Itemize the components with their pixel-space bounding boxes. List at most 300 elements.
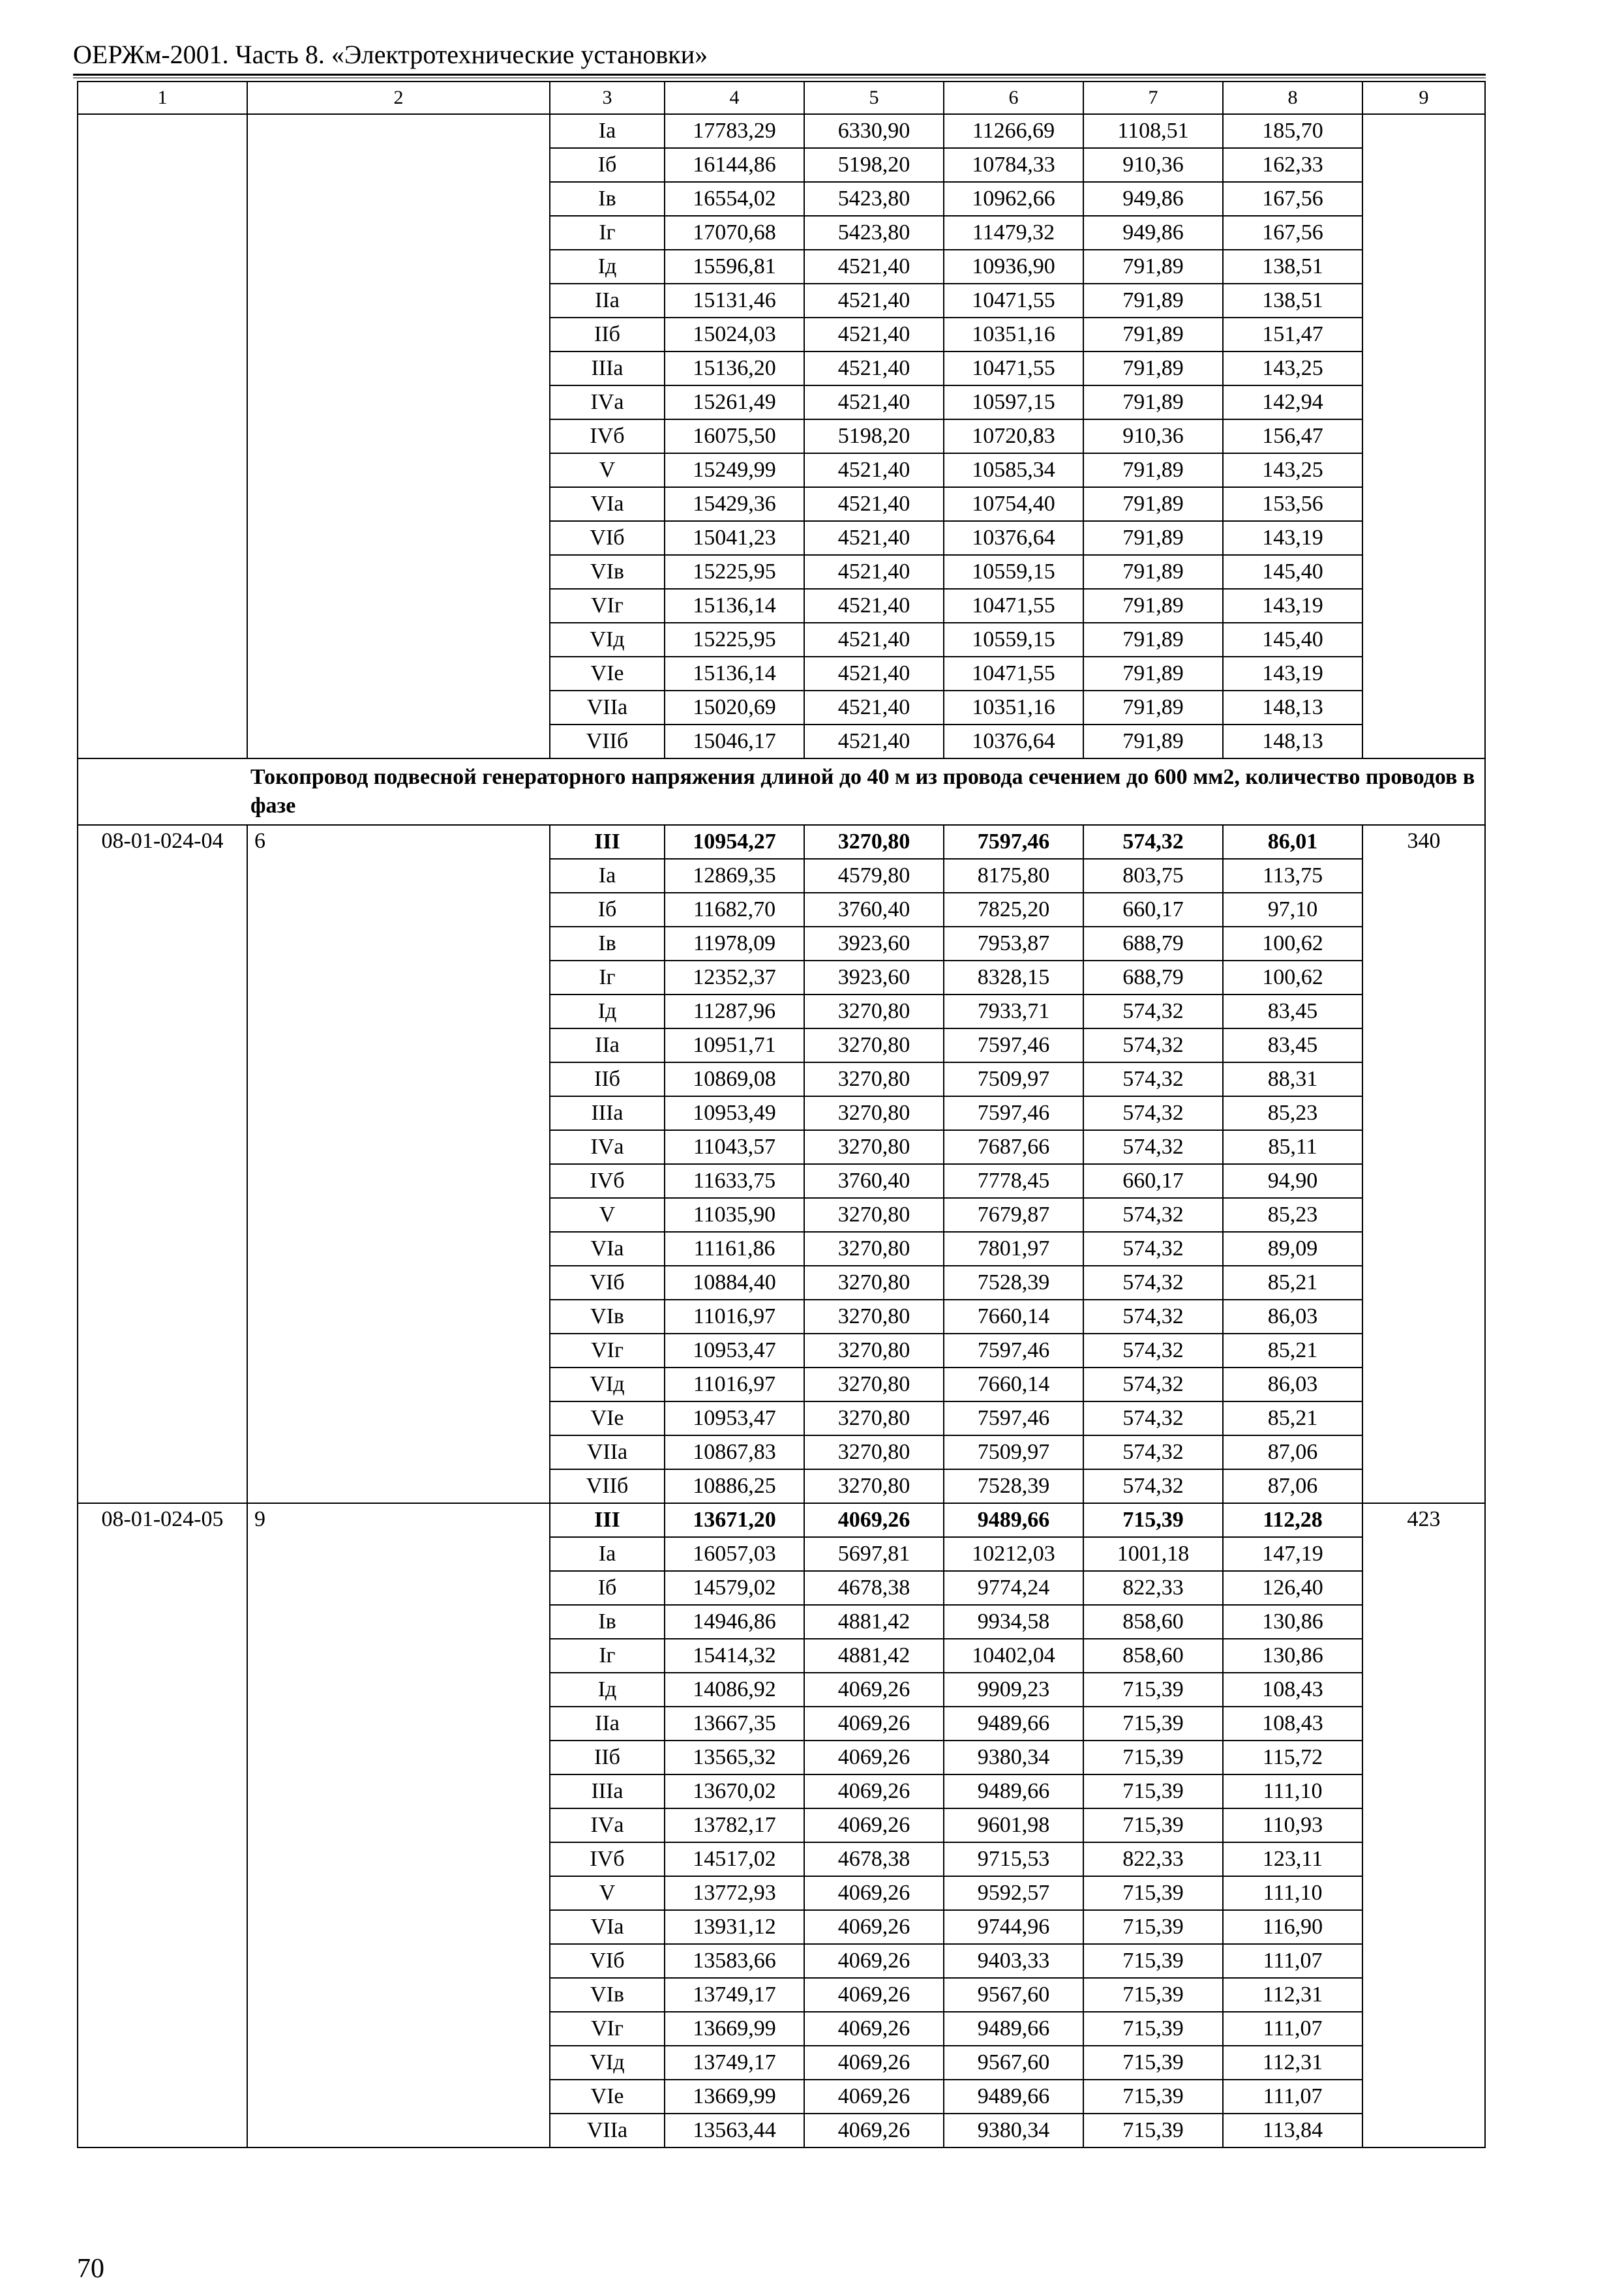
category-cell: VIIа: [550, 1435, 665, 1469]
page-header: ОЕРЖм-2001. Часть 8. «Электротехнические установки»: [73, 40, 708, 69]
value-cell: 660,17: [1083, 1164, 1223, 1198]
table-row: [78, 114, 1485, 148]
category-cell: VIв: [550, 555, 665, 589]
category-cell: VIIб: [550, 725, 665, 758]
value-cell: 9601,98: [944, 1808, 1083, 1842]
value-cell: 791,89: [1083, 691, 1223, 725]
value-cell: 574,32: [1083, 1062, 1223, 1096]
value-cell: 10886,25: [665, 1469, 804, 1503]
value-cell: 126,40: [1223, 1571, 1362, 1605]
item-code-cell: 08-01-024-05: [78, 1503, 247, 2147]
category-cell: VIд: [550, 1368, 665, 1401]
value-cell: 574,32: [1083, 1198, 1223, 1232]
category-cell: Iг: [550, 216, 665, 250]
value-cell: 15429,36: [665, 487, 804, 521]
value-cell: 10559,15: [944, 623, 1083, 657]
value-cell: 15225,95: [665, 623, 804, 657]
value-cell: 4069,26: [804, 2046, 944, 2080]
value-cell: 4521,40: [804, 691, 944, 725]
category-cell: VIе: [550, 1401, 665, 1435]
value-cell: 13749,17: [665, 2046, 804, 2080]
value-cell: 7679,87: [944, 1198, 1083, 1232]
value-cell: 13772,93: [665, 1876, 804, 1910]
value-cell: 10597,15: [944, 385, 1083, 419]
value-cell: 660,17: [1083, 893, 1223, 927]
value-cell: 100,62: [1223, 961, 1362, 995]
value-cell: 3270,80: [804, 1096, 944, 1130]
value-cell: 11035,90: [665, 1198, 804, 1232]
value-cell: 4069,26: [804, 2114, 944, 2147]
value-cell: 574,32: [1083, 1435, 1223, 1469]
value-cell: 167,56: [1223, 216, 1362, 250]
value-cell: 17783,29: [665, 114, 804, 148]
value-cell: 7953,87: [944, 927, 1083, 961]
value-cell: 715,39: [1083, 2114, 1223, 2147]
value-cell: 130,86: [1223, 1639, 1362, 1673]
value-cell: 111,10: [1223, 1774, 1362, 1808]
category-cell: IIб: [550, 1741, 665, 1774]
col9-cell: 423: [1362, 1503, 1485, 2147]
category-cell: IIа: [550, 1707, 665, 1741]
value-cell: 715,39: [1083, 1673, 1223, 1707]
value-cell: 9380,34: [944, 1741, 1083, 1774]
value-cell: 9489,66: [944, 2080, 1083, 2114]
value-cell: 1001,18: [1083, 1537, 1223, 1571]
value-cell: 7778,45: [944, 1164, 1083, 1198]
column-number: 6: [944, 82, 1083, 114]
value-cell: 574,32: [1083, 1232, 1223, 1266]
category-cell: VIIа: [550, 691, 665, 725]
category-cell: IVб: [550, 1164, 665, 1198]
value-cell: 715,39: [1083, 1808, 1223, 1842]
value-cell: 5697,81: [804, 1537, 944, 1571]
unit-cell: [247, 114, 550, 758]
value-cell: 715,39: [1083, 1741, 1223, 1774]
value-cell: 791,89: [1083, 589, 1223, 623]
value-cell: 3270,80: [804, 1028, 944, 1062]
category-cell: Iв: [550, 182, 665, 216]
category-cell: VIа: [550, 487, 665, 521]
value-cell: 16144,86: [665, 148, 804, 182]
value-cell: 9592,57: [944, 1876, 1083, 1910]
value-cell: 143,25: [1223, 453, 1362, 487]
category-cell: Iв: [550, 927, 665, 961]
value-cell: 7597,46: [944, 825, 1083, 859]
category-cell: IVб: [550, 1842, 665, 1876]
value-cell: 10953,47: [665, 1334, 804, 1368]
value-cell: 574,32: [1083, 1130, 1223, 1164]
value-cell: 574,32: [1083, 1334, 1223, 1368]
value-cell: 574,32: [1083, 995, 1223, 1028]
value-cell: 10951,71: [665, 1028, 804, 1062]
value-cell: 7509,97: [944, 1435, 1083, 1469]
value-cell: 9489,66: [944, 1503, 1083, 1537]
col9-cell: [1362, 114, 1485, 758]
value-cell: 10962,66: [944, 182, 1083, 216]
table-body: [78, 82, 1485, 2147]
value-cell: 10869,08: [665, 1062, 804, 1096]
value-cell: 7528,39: [944, 1469, 1083, 1503]
unit-cell: 6: [247, 825, 550, 1503]
value-cell: 143,25: [1223, 352, 1362, 385]
value-cell: 85,21: [1223, 1401, 1362, 1435]
value-cell: 10376,64: [944, 521, 1083, 555]
value-cell: 156,47: [1223, 419, 1362, 453]
value-cell: 574,32: [1083, 1096, 1223, 1130]
value-cell: 112,31: [1223, 1978, 1362, 2012]
value-cell: 130,86: [1223, 1605, 1362, 1639]
value-cell: 791,89: [1083, 555, 1223, 589]
category-cell: III: [550, 825, 665, 859]
value-cell: 11682,70: [665, 893, 804, 927]
value-cell: 10954,27: [665, 825, 804, 859]
value-cell: 4521,40: [804, 555, 944, 589]
value-cell: 574,32: [1083, 1028, 1223, 1062]
value-cell: 858,60: [1083, 1605, 1223, 1639]
category-cell: VIг: [550, 589, 665, 623]
value-cell: 111,07: [1223, 1944, 1362, 1978]
value-cell: 4069,26: [804, 1944, 944, 1978]
value-cell: 9774,24: [944, 1571, 1083, 1605]
value-cell: 791,89: [1083, 250, 1223, 284]
table-row: [78, 825, 1485, 859]
value-cell: 9489,66: [944, 2012, 1083, 2046]
value-cell: 10953,47: [665, 1401, 804, 1435]
value-cell: 13669,99: [665, 2012, 804, 2046]
value-cell: 4521,40: [804, 521, 944, 555]
item-code-cell: [78, 114, 247, 758]
value-cell: 15249,99: [665, 453, 804, 487]
value-cell: 3923,60: [804, 927, 944, 961]
value-cell: 4069,26: [804, 1503, 944, 1537]
category-cell: VIб: [550, 1266, 665, 1300]
value-cell: 791,89: [1083, 657, 1223, 691]
value-cell: 4521,40: [804, 657, 944, 691]
page-number: 70: [77, 2254, 104, 2284]
value-cell: 949,86: [1083, 216, 1223, 250]
category-cell: IVб: [550, 419, 665, 453]
category-cell: IIIа: [550, 1096, 665, 1130]
value-cell: 8328,15: [944, 961, 1083, 995]
value-cell: 4521,40: [804, 284, 944, 318]
category-cell: IVа: [550, 1808, 665, 1842]
value-cell: 94,90: [1223, 1164, 1362, 1198]
value-cell: 185,70: [1223, 114, 1362, 148]
value-cell: 791,89: [1083, 385, 1223, 419]
value-cell: 4881,42: [804, 1639, 944, 1673]
value-cell: 162,33: [1223, 148, 1362, 182]
value-cell: 7660,14: [944, 1368, 1083, 1401]
value-cell: 9489,66: [944, 1774, 1083, 1808]
value-cell: 6330,90: [804, 114, 944, 148]
category-cell: Iг: [550, 961, 665, 995]
category-cell: IIа: [550, 1028, 665, 1062]
value-cell: 3270,80: [804, 1198, 944, 1232]
value-cell: 4521,40: [804, 487, 944, 521]
value-cell: 85,23: [1223, 1096, 1362, 1130]
value-cell: 3270,80: [804, 1130, 944, 1164]
value-cell: 11016,97: [665, 1368, 804, 1401]
value-cell: 10784,33: [944, 148, 1083, 182]
value-cell: 4069,26: [804, 1808, 944, 1842]
value-cell: 15024,03: [665, 318, 804, 352]
value-cell: 9403,33: [944, 1944, 1083, 1978]
value-cell: 4579,80: [804, 859, 944, 893]
value-cell: 3270,80: [804, 825, 944, 859]
value-cell: 4069,26: [804, 1774, 944, 1808]
category-cell: Iб: [550, 148, 665, 182]
value-cell: 14517,02: [665, 1842, 804, 1876]
value-cell: 4069,26: [804, 1978, 944, 2012]
value-cell: 17070,68: [665, 216, 804, 250]
value-cell: 116,90: [1223, 1910, 1362, 1944]
value-cell: 97,10: [1223, 893, 1362, 927]
value-cell: 15596,81: [665, 250, 804, 284]
value-cell: 791,89: [1083, 453, 1223, 487]
value-cell: 13669,99: [665, 2080, 804, 2114]
value-cell: 11978,09: [665, 927, 804, 961]
value-cell: 10212,03: [944, 1537, 1083, 1571]
category-cell: Iа: [550, 859, 665, 893]
category-cell: V: [550, 453, 665, 487]
value-cell: 14946,86: [665, 1605, 804, 1639]
value-cell: 715,39: [1083, 1876, 1223, 1910]
value-cell: 145,40: [1223, 555, 1362, 589]
value-cell: 113,75: [1223, 859, 1362, 893]
header-rule: [73, 74, 1486, 76]
category-cell: VIIб: [550, 1469, 665, 1503]
value-cell: 15046,17: [665, 725, 804, 758]
column-number: 2: [247, 82, 550, 114]
value-cell: 12352,37: [665, 961, 804, 995]
value-cell: 86,01: [1223, 825, 1362, 859]
value-cell: 111,10: [1223, 1876, 1362, 1910]
value-cell: 3270,80: [804, 1232, 944, 1266]
value-cell: 715,39: [1083, 2046, 1223, 2080]
value-cell: 142,94: [1223, 385, 1362, 419]
value-cell: 111,07: [1223, 2012, 1362, 2046]
value-cell: 15261,49: [665, 385, 804, 419]
value-cell: 574,32: [1083, 1401, 1223, 1435]
value-cell: 115,72: [1223, 1741, 1362, 1774]
value-cell: 4069,26: [804, 1910, 944, 1944]
value-cell: 13565,32: [665, 1741, 804, 1774]
value-cell: 13749,17: [665, 1978, 804, 2012]
value-cell: 910,36: [1083, 148, 1223, 182]
value-cell: 9380,34: [944, 2114, 1083, 2147]
value-cell: 7597,46: [944, 1028, 1083, 1062]
category-cell: Iв: [550, 1605, 665, 1639]
value-cell: 4069,26: [804, 1741, 944, 1774]
value-cell: 13563,44: [665, 2114, 804, 2147]
value-cell: 10585,34: [944, 453, 1083, 487]
value-cell: 715,39: [1083, 1944, 1223, 1978]
value-cell: 791,89: [1083, 623, 1223, 657]
value-cell: 15041,23: [665, 521, 804, 555]
value-cell: 10471,55: [944, 284, 1083, 318]
value-cell: 1108,51: [1083, 114, 1223, 148]
category-cell: IVа: [550, 1130, 665, 1164]
unit-cell: 9: [247, 1503, 550, 2147]
value-cell: 715,39: [1083, 1910, 1223, 1944]
category-cell: V: [550, 1198, 665, 1232]
value-cell: 88,31: [1223, 1062, 1362, 1096]
value-cell: 4069,26: [804, 1707, 944, 1741]
value-cell: 5198,20: [804, 148, 944, 182]
category-cell: VIб: [550, 521, 665, 555]
value-cell: 83,45: [1223, 1028, 1362, 1062]
value-cell: 10936,90: [944, 250, 1083, 284]
category-cell: Iб: [550, 893, 665, 927]
value-cell: 4521,40: [804, 453, 944, 487]
value-cell: 4678,38: [804, 1842, 944, 1876]
value-cell: 3270,80: [804, 1266, 944, 1300]
value-cell: 4521,40: [804, 385, 944, 419]
category-cell: Iа: [550, 1537, 665, 1571]
value-cell: 10351,16: [944, 318, 1083, 352]
value-cell: 138,51: [1223, 250, 1362, 284]
value-cell: 4521,40: [804, 623, 944, 657]
value-cell: 7528,39: [944, 1266, 1083, 1300]
category-cell: IIIа: [550, 352, 665, 385]
value-cell: 14086,92: [665, 1673, 804, 1707]
category-cell: Iд: [550, 250, 665, 284]
value-cell: 5423,80: [804, 216, 944, 250]
value-cell: 11266,69: [944, 114, 1083, 148]
column-number: 5: [804, 82, 944, 114]
value-cell: 574,32: [1083, 825, 1223, 859]
value-cell: 4069,26: [804, 2012, 944, 2046]
value-cell: 85,23: [1223, 1198, 1362, 1232]
category-cell: VIд: [550, 2046, 665, 2080]
category-cell: V: [550, 1876, 665, 1910]
value-cell: 791,89: [1083, 284, 1223, 318]
value-cell: 9909,23: [944, 1673, 1083, 1707]
value-cell: 4069,26: [804, 1673, 944, 1707]
value-cell: 3270,80: [804, 1334, 944, 1368]
category-cell: IIа: [550, 284, 665, 318]
value-cell: 4521,40: [804, 250, 944, 284]
value-cell: 4069,26: [804, 1876, 944, 1910]
value-cell: 13670,02: [665, 1774, 804, 1808]
value-cell: 8175,80: [944, 859, 1083, 893]
value-cell: 574,32: [1083, 1300, 1223, 1334]
category-cell: VIг: [550, 2012, 665, 2046]
value-cell: 3270,80: [804, 1469, 944, 1503]
value-cell: 3270,80: [804, 1062, 944, 1096]
value-cell: 7825,20: [944, 893, 1083, 927]
value-cell: 7509,97: [944, 1062, 1083, 1096]
category-cell: VIIа: [550, 2114, 665, 2147]
col9-cell: 340: [1362, 825, 1485, 1503]
value-cell: 791,89: [1083, 318, 1223, 352]
category-cell: VIб: [550, 1944, 665, 1978]
category-cell: VIе: [550, 2080, 665, 2114]
value-cell: 9744,96: [944, 1910, 1083, 1944]
value-cell: 3270,80: [804, 1401, 944, 1435]
category-cell: III: [550, 1503, 665, 1537]
value-cell: 9567,60: [944, 2046, 1083, 2080]
value-cell: 715,39: [1083, 2012, 1223, 2046]
column-number: 8: [1223, 82, 1362, 114]
value-cell: 9934,58: [944, 1605, 1083, 1639]
value-cell: 3270,80: [804, 995, 944, 1028]
value-cell: 15136,14: [665, 657, 804, 691]
value-cell: 143,19: [1223, 657, 1362, 691]
value-cell: 112,28: [1223, 1503, 1362, 1537]
value-cell: 153,56: [1223, 487, 1362, 521]
value-cell: 10471,55: [944, 589, 1083, 623]
category-cell: Iд: [550, 1673, 665, 1707]
value-cell: 9715,53: [944, 1842, 1083, 1876]
value-cell: 13671,20: [665, 1503, 804, 1537]
value-cell: 143,19: [1223, 521, 1362, 555]
value-cell: 7597,46: [944, 1096, 1083, 1130]
category-cell: VIг: [550, 1334, 665, 1368]
value-cell: 110,93: [1223, 1808, 1362, 1842]
category-cell: Iг: [550, 1639, 665, 1673]
column-number: 4: [665, 82, 804, 114]
column-number: 7: [1083, 82, 1223, 114]
value-cell: 715,39: [1083, 1774, 1223, 1808]
value-cell: 89,09: [1223, 1232, 1362, 1266]
value-cell: 715,39: [1083, 1707, 1223, 1741]
category-cell: Iд: [550, 995, 665, 1028]
value-cell: 11287,96: [665, 995, 804, 1028]
value-cell: 16075,50: [665, 419, 804, 453]
value-cell: 7933,71: [944, 995, 1083, 1028]
value-cell: 3760,40: [804, 1164, 944, 1198]
value-cell: 112,31: [1223, 2046, 1362, 2080]
value-cell: 7597,46: [944, 1401, 1083, 1435]
value-cell: 715,39: [1083, 1978, 1223, 2012]
value-cell: 3923,60: [804, 961, 944, 995]
value-cell: 85,21: [1223, 1266, 1362, 1300]
value-cell: 574,32: [1083, 1266, 1223, 1300]
value-cell: 3760,40: [804, 893, 944, 927]
value-cell: 4521,40: [804, 589, 944, 623]
value-cell: 10720,83: [944, 419, 1083, 453]
value-cell: 688,79: [1083, 927, 1223, 961]
value-cell: 715,39: [1083, 2080, 1223, 2114]
value-cell: 10867,83: [665, 1435, 804, 1469]
category-cell: IIб: [550, 1062, 665, 1096]
value-cell: 9567,60: [944, 1978, 1083, 2012]
column-number: 1: [78, 82, 247, 114]
value-cell: 3270,80: [804, 1368, 944, 1401]
column-number: 3: [550, 82, 665, 114]
value-cell: 10884,40: [665, 1266, 804, 1300]
value-cell: 791,89: [1083, 487, 1223, 521]
value-cell: 151,47: [1223, 318, 1362, 352]
value-cell: 15414,32: [665, 1639, 804, 1673]
value-cell: 13583,66: [665, 1944, 804, 1978]
category-cell: VIа: [550, 1910, 665, 1944]
value-cell: 13667,35: [665, 1707, 804, 1741]
value-cell: 688,79: [1083, 961, 1223, 995]
column-number-row: [78, 82, 1485, 114]
value-cell: 16554,02: [665, 182, 804, 216]
value-cell: 113,84: [1223, 2114, 1362, 2147]
value-cell: 111,07: [1223, 2080, 1362, 2114]
value-cell: 85,21: [1223, 1334, 1362, 1368]
value-cell: 83,45: [1223, 995, 1362, 1028]
category-cell: Iа: [550, 114, 665, 148]
value-cell: 108,43: [1223, 1673, 1362, 1707]
table-row: [78, 1503, 1485, 1537]
category-cell: IIб: [550, 318, 665, 352]
value-cell: 10351,16: [944, 691, 1083, 725]
